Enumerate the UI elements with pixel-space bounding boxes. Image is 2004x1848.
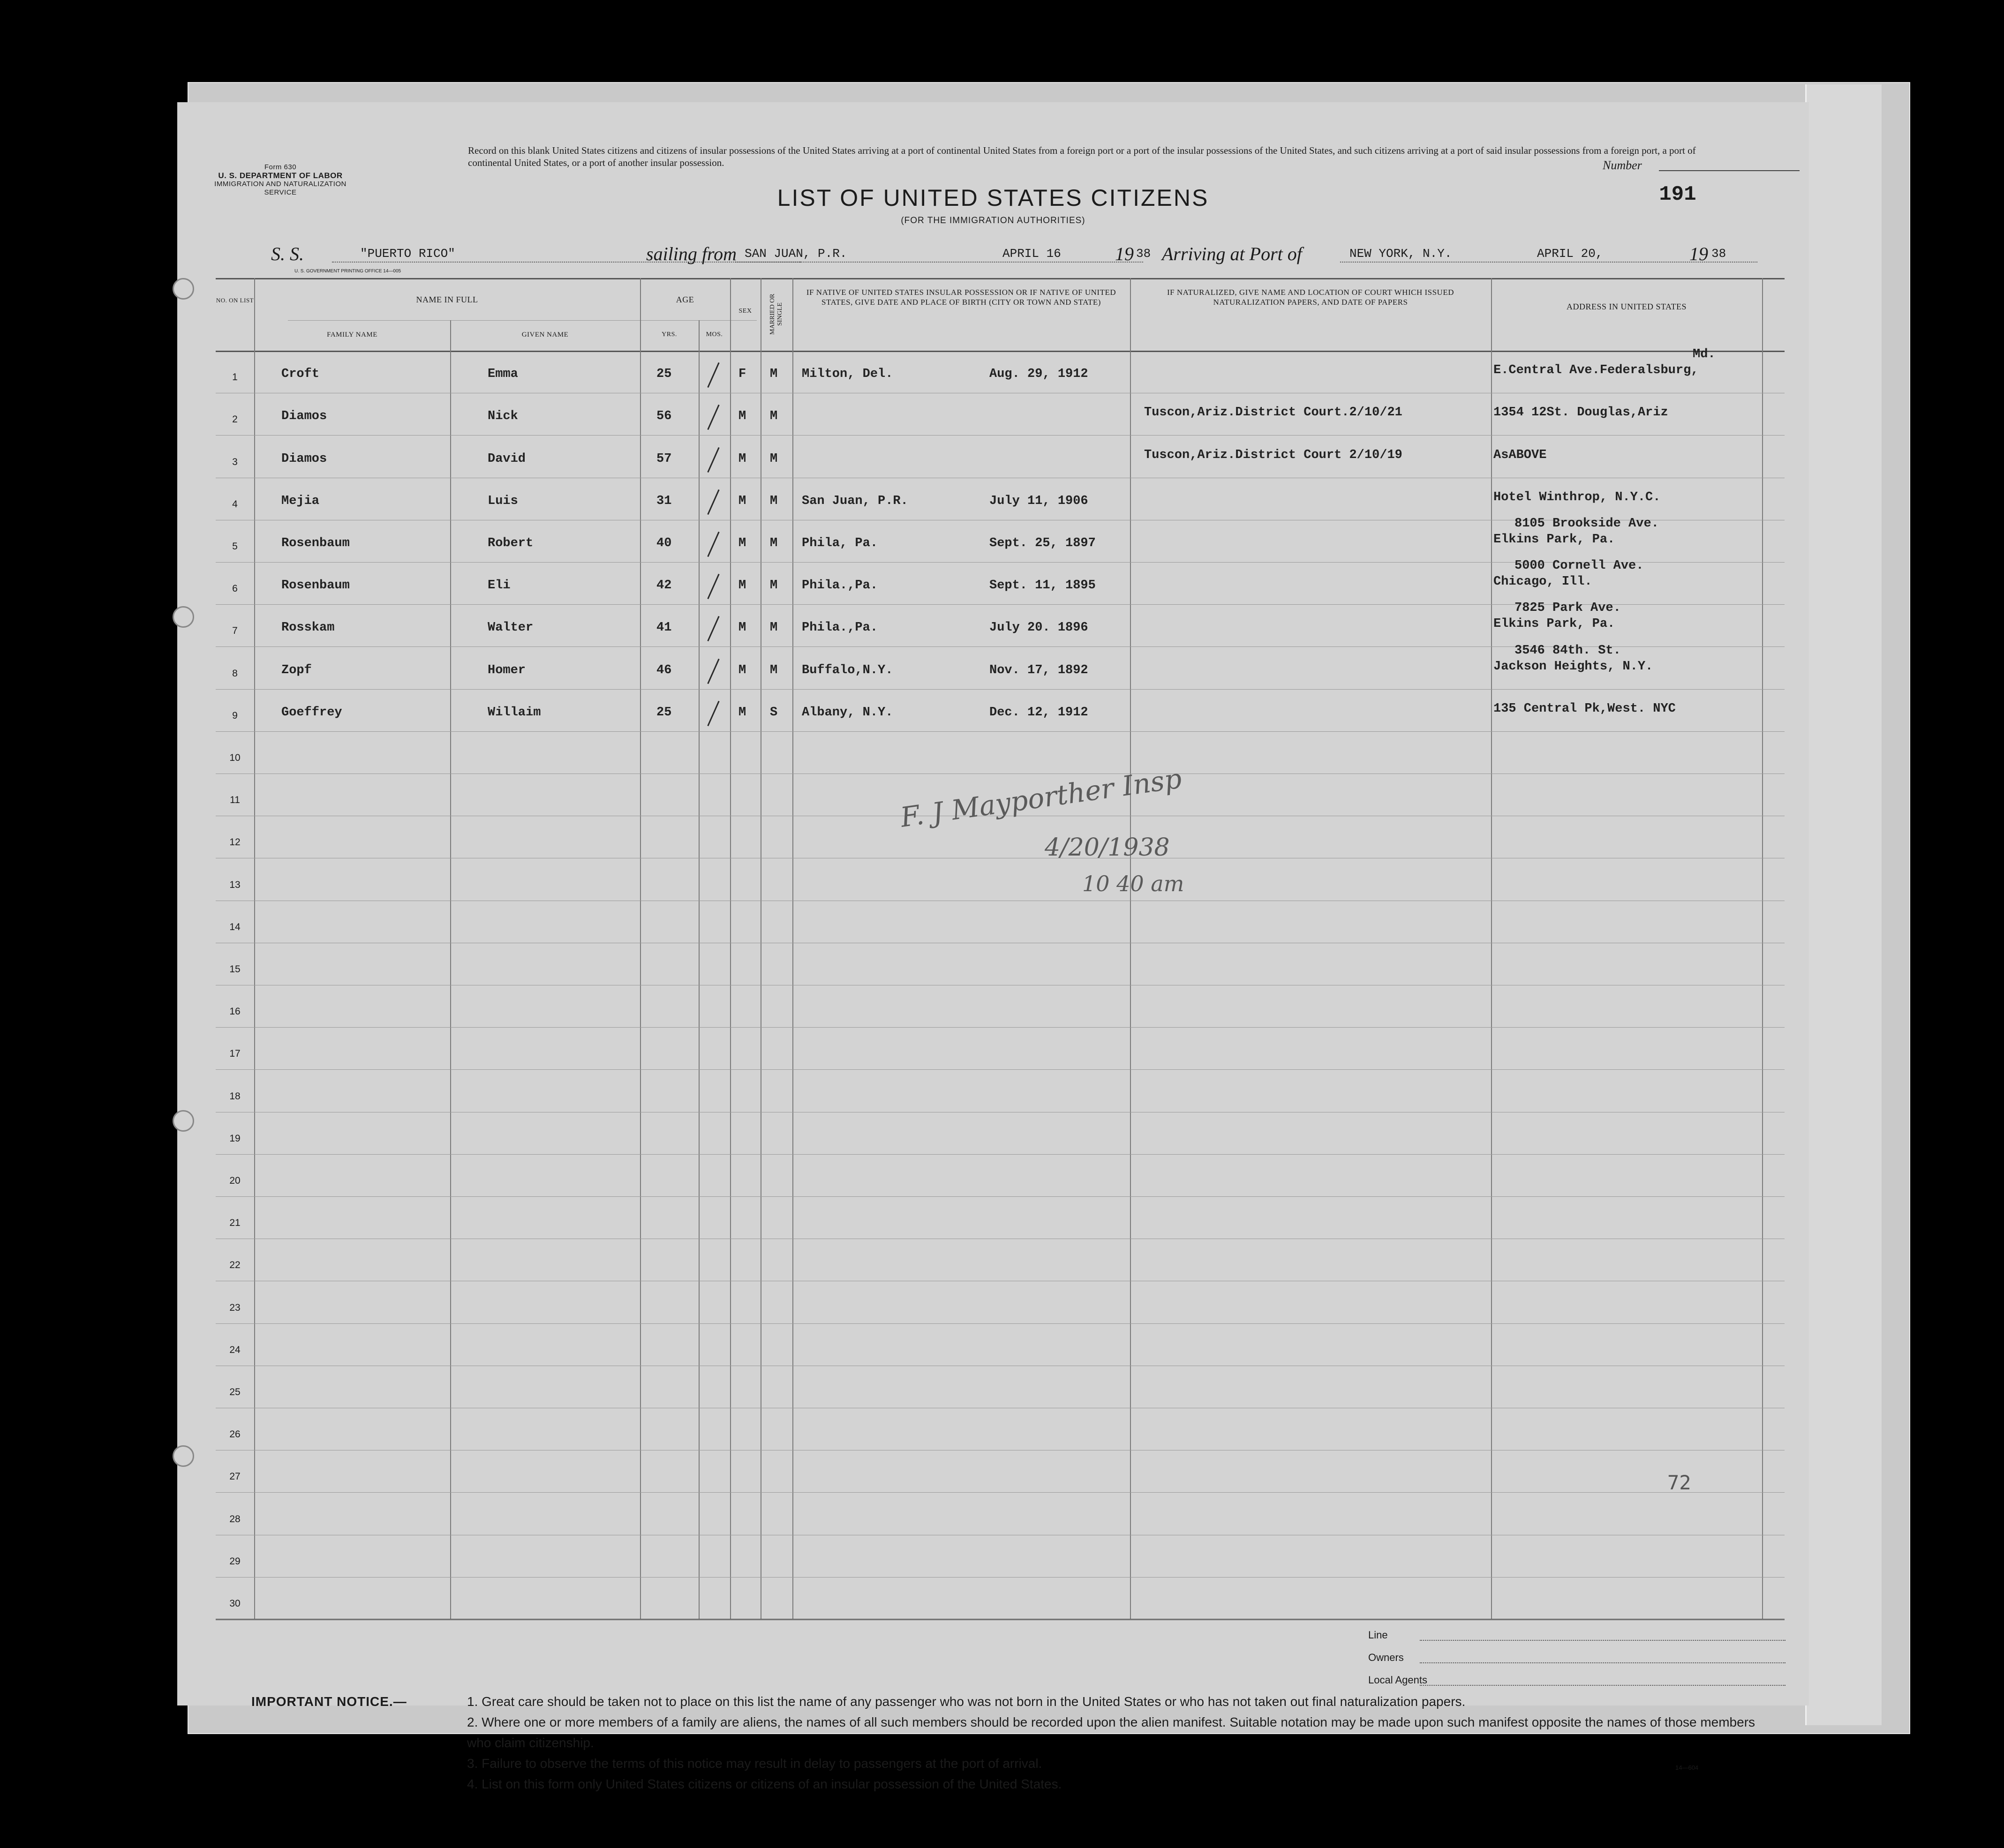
row-number: 30 [229, 1598, 241, 1609]
page-stamp: 72 [1667, 1471, 1691, 1494]
punch-hole [173, 606, 194, 628]
birth-date: Aug. 29, 1912 [989, 367, 1088, 382]
birth-date: Dec. 12, 1912 [989, 705, 1088, 720]
page-subtitle: (FOR THE IMMIGRATION AUTHORITIES) [901, 216, 1085, 225]
header-married-single: MARRIED OR SINGLE [769, 293, 784, 335]
address: Jackson Heights, N.Y. [1493, 659, 1653, 674]
punch-hole [173, 1110, 194, 1132]
sex: M [738, 663, 746, 677]
age-months-slash [707, 658, 719, 684]
notice-item: 3. Failure to observe the terms of this notice may result in delay to passengers at the port of arrival. [467, 1756, 1042, 1771]
row-number: 4 [232, 498, 238, 510]
row-number: 14 [229, 921, 241, 932]
departure-port: SAN JUAN, P.R. [745, 247, 847, 261]
arrival-port: NEW YORK, N.Y. [1349, 247, 1452, 261]
header-mos: MOS. [706, 331, 723, 338]
form-code: 14—604 [1675, 1764, 1699, 1771]
birth-place: Phila.,Pa. [802, 621, 878, 635]
row-number: 1 [232, 372, 238, 383]
voyage-line [177, 243, 1809, 271]
family-name: Croft [281, 367, 320, 382]
birth-date: Sept. 25, 1897 [989, 536, 1096, 550]
address: 135 Central Pk,West. NYC [1493, 701, 1676, 716]
sex: M [738, 451, 746, 466]
address-line-above: 7825 Park Ave. [1514, 601, 1621, 616]
sex: M [738, 621, 746, 635]
marital-status: M [770, 367, 778, 382]
row-number: 19 [229, 1133, 241, 1144]
row-number: 21 [229, 1217, 241, 1229]
row-number: 8 [232, 668, 238, 679]
owners-label: Owners [1368, 1652, 1404, 1663]
notice-item: 1. Great care should be taken not to place on this list the name of any passenger who was not born in the United States or who has not taken out final naturalization papers. [467, 1694, 1466, 1709]
number-line [1659, 170, 1800, 171]
row-number: 25 [229, 1387, 241, 1397]
marital-status: M [770, 621, 778, 635]
age-months-slash [707, 701, 719, 726]
ship-name: "PUERTO RICO" [360, 247, 455, 261]
punch-hole [173, 278, 194, 300]
address-line-above: 8105 Brookside Ave. [1514, 517, 1659, 531]
age-years: 46 [656, 663, 672, 677]
age-years: 25 [656, 705, 672, 720]
family-name: Rosskam [281, 621, 335, 635]
row-number: 17 [229, 1048, 241, 1059]
given-name: Willaim [488, 705, 541, 720]
local-agents-label: Local Agents [1368, 1674, 1427, 1686]
marital-status: S [770, 705, 778, 720]
birth-place: San Juan, P.R. [802, 494, 908, 508]
family-name: Goeffrey [281, 705, 342, 720]
age-years: 31 [656, 494, 672, 508]
gpo-mark: U. S. GOVERNMENT PRINTING OFFICE 14—005 [294, 269, 401, 274]
row-number: 28 [229, 1513, 241, 1525]
row-number: 12 [229, 837, 241, 848]
age-years: 41 [656, 621, 672, 635]
age-months-slash [707, 532, 719, 557]
age-years: 42 [656, 578, 672, 593]
age-months-slash [707, 362, 719, 388]
notice-list [467, 1691, 1780, 1795]
address-line-above: 5000 Cornell Ave. [1514, 559, 1644, 573]
given-name: Luis [488, 494, 518, 508]
row-number: 27 [229, 1471, 241, 1482]
given-name: Robert [488, 536, 534, 550]
sex: M [738, 409, 746, 424]
naturalization-court: Tuscon,Ariz.District Court 2/10/19 [1144, 448, 1402, 462]
form-instructions: Record on this blank United States citizens and citizens of insular possessions of the United States arriving at a port of continental United States from a foreign port or a port of the insular possessions of the United States, and such citizens arriving at a port of said insular possessions from a foreign port, a port of continental United States, or a port of another insular possession. [468, 145, 1696, 168]
notice-item: 4. List on this form only United States citizens or citizens of an insular possession of the United States. [467, 1777, 1062, 1791]
birth-place: Milton, Del. [802, 367, 893, 382]
header-family-name: FAMILY NAME [327, 331, 377, 338]
family-name: Diamos [281, 409, 327, 424]
header-sex: SEX [738, 308, 752, 315]
given-name: Walter [488, 621, 534, 635]
row-number: 29 [229, 1555, 241, 1567]
punch-hole [173, 1445, 194, 1467]
row-number: 6 [232, 583, 238, 594]
given-name: Emma [488, 367, 518, 382]
header-naturalized: IF NATURALIZED, GIVE NAME AND LOCATION OF COURT WHICH ISSUED NATURALIZATION PAPERS, AND DATE OF PAPERS [1167, 288, 1454, 307]
row-number: 20 [229, 1175, 241, 1186]
header-no-on-list: NO. ON LIST [216, 297, 254, 304]
marital-status: M [770, 409, 778, 424]
family-name: Diamos [281, 451, 327, 466]
family-name: Mejia [281, 494, 320, 508]
address: 1354 12St. Douglas,Ariz [1493, 406, 1668, 420]
row-number: 10 [229, 752, 241, 763]
birth-place: Buffalo,N.Y. [802, 663, 893, 677]
manifest-page [177, 102, 1809, 1791]
notice-item: 2. Where one or more members of a family are aliens, the names of all such members should be recorded upon the alien manifest. Suitable notation may be made upon such manifest opposite the names of those members who claim citizenship. [467, 1715, 1755, 1750]
row-number: 7 [232, 625, 238, 637]
row-number: 9 [232, 710, 238, 721]
age-years: 56 [656, 409, 672, 424]
row-number: 16 [229, 1006, 241, 1017]
line-label: Line [1368, 1629, 1388, 1641]
marital-status: M [770, 578, 778, 593]
sex: M [738, 578, 746, 593]
address: Chicago, Ill. [1493, 575, 1592, 589]
age-months-slash [707, 447, 719, 472]
departure-year: 38 [1136, 247, 1151, 261]
given-name: Eli [488, 578, 511, 593]
arrival-date: APRIL 20, [1537, 247, 1603, 261]
given-name: Homer [488, 663, 526, 677]
address: E.Central Ave.Federalsburg, [1493, 363, 1699, 378]
sex: F [738, 367, 746, 382]
birth-date: July 11, 1906 [989, 494, 1088, 508]
arriving-label: Arriving at Port of [1162, 243, 1302, 264]
header-name-in-full: NAME IN FULL [416, 295, 478, 304]
sex: M [738, 494, 746, 508]
inspection-date: 4/20/1938 [1045, 834, 1170, 862]
marital-status: M [770, 536, 778, 550]
row-number: 3 [232, 456, 238, 467]
departure-date: APRIL 16 [1002, 247, 1061, 261]
sex: M [738, 536, 746, 550]
marital-status: M [770, 451, 778, 466]
ss-label: S. S. [271, 243, 304, 264]
row-number: 13 [229, 879, 241, 890]
sex: M [738, 705, 746, 720]
header-age: AGE [676, 295, 694, 304]
birth-place: Phila, Pa. [802, 536, 878, 550]
family-name: Rosenbaum [281, 536, 350, 550]
marital-status: M [770, 663, 778, 677]
header-birth: IF NATIVE OF UNITED STATES INSULAR POSSESSION OR IF NATIVE OF UNITED STATES, GIVE DATE AND PLACE OF BIRTH (CITY OR TOWN AND STATE) [806, 288, 1116, 307]
row-number: 15 [229, 964, 241, 975]
inspector-signature: F. J Mayporther Insp [898, 762, 1184, 834]
address-line-above: 3546 84th. St. [1514, 643, 1621, 658]
header-given-name: GIVEN NAME [521, 331, 569, 338]
address-line-above: Md. [1693, 347, 1716, 362]
notice-heading: IMPORTANT NOTICE.— [251, 1694, 407, 1709]
sailing-label: sailing from [646, 243, 737, 264]
address: Elkins Park, Pa. [1493, 617, 1615, 631]
year-prefix-2: 19 [1689, 243, 1708, 264]
age-months-slash [707, 489, 719, 515]
arrival-year: 38 [1711, 247, 1726, 261]
back-sheet-edge [1805, 84, 1882, 1725]
address: AsABOVE [1493, 448, 1547, 462]
marital-status: M [770, 494, 778, 508]
age-years: 25 [656, 367, 672, 382]
address: Hotel Winthrop, N.Y.C. [1493, 490, 1661, 504]
birth-date: Sept. 11, 1895 [989, 578, 1096, 593]
address: Elkins Park, Pa. [1493, 533, 1615, 547]
row-number: 23 [229, 1302, 241, 1313]
form-identifier: Form 630 U. S. DEPARTMENT OF LABOR IMMIGRATION AND NATURALIZATION SERVICE [214, 163, 347, 196]
age-months-slash [707, 616, 719, 641]
year-prefix-1: 19 [1115, 243, 1134, 264]
number-label: Number [1603, 158, 1642, 172]
row-number: 24 [229, 1344, 241, 1355]
age-years: 57 [656, 451, 672, 466]
birth-date: July 20. 1896 [989, 621, 1088, 635]
birth-place: Albany, N.Y. [802, 705, 893, 720]
birth-place: Phila.,Pa. [802, 578, 878, 593]
birth-date: Nov. 17, 1892 [989, 663, 1088, 677]
row-number: 2 [232, 414, 238, 425]
given-name: Nick [488, 409, 518, 424]
header-yrs: YRS. [662, 331, 677, 338]
page-title: LIST OF UNITED STATES CITIZENS [777, 185, 1209, 211]
row-number: 22 [229, 1260, 241, 1271]
age-years: 40 [656, 536, 672, 550]
list-number: 191 [1659, 183, 1696, 206]
naturalization-court: Tuscon,Ariz.District Court.2/10/21 [1144, 406, 1402, 420]
manifest-table [216, 278, 1785, 1619]
header-address: ADDRESS IN UNITED STATES [1566, 302, 1687, 311]
age-months-slash [707, 405, 719, 430]
row-number: 26 [229, 1429, 241, 1440]
inspection-time: 10 40 am [1082, 871, 1184, 896]
row-number: 18 [229, 1090, 241, 1102]
family-name: Zopf [281, 663, 312, 677]
family-name: Rosenbaum [281, 578, 350, 593]
given-name: David [488, 451, 526, 466]
row-number: 11 [230, 795, 240, 806]
age-months-slash [707, 574, 719, 599]
row-number: 5 [232, 541, 238, 552]
